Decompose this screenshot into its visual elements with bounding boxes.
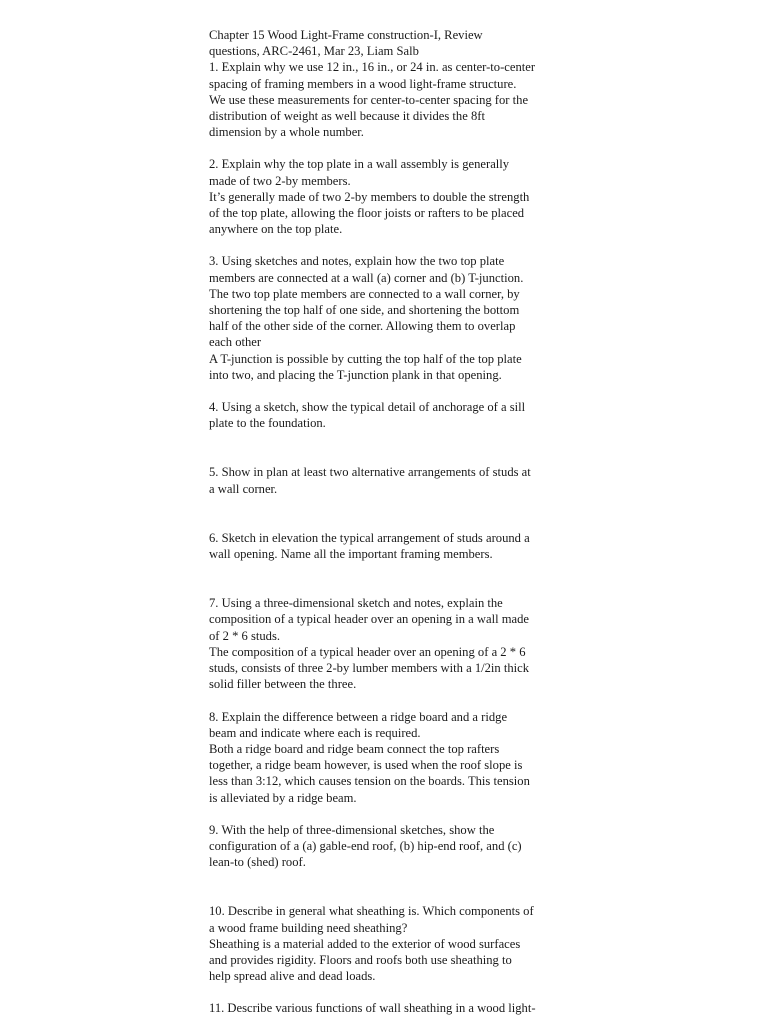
question-2 (209, 156, 569, 237)
text-line: is alleviated by a ridge beam. (209, 790, 357, 805)
text-line: 6. Sketch in elevation the typical arrangement of studs around a (209, 530, 530, 545)
text-line: 9. With the help of three-dimensional sketches, show the (209, 822, 495, 837)
question-9 (209, 822, 569, 871)
text-line: configuration of a (a) gable-end roof, (b) hip-end roof, and (c) (209, 838, 522, 853)
question-6 (209, 530, 569, 562)
text-line: 10. Describe in general what sheathing is. Which components of (209, 904, 534, 919)
text-line: spacing of framing members in a wood light-frame structure. (209, 76, 517, 91)
question-10 (209, 903, 569, 984)
header-line: Chapter 15 Wood Light-Frame construction-I, Review (209, 28, 483, 42)
text-line: of 2 * 6 studs. (209, 628, 281, 643)
text-line: The two top plate members are connected to a wall corner, by (209, 286, 520, 301)
text-line: dimension by a whole number. (209, 125, 364, 140)
text-line: 2. Explain why the top plate in a wall assembly is generally (209, 157, 510, 172)
text-line: less than 3:12, which causes tension on the boards. This tension (209, 774, 530, 789)
question-8 (209, 709, 569, 806)
document-header (209, 27, 569, 59)
text-line: each other (209, 335, 262, 350)
text-line: beam and indicate where each is required. (209, 725, 421, 740)
question-3 (209, 253, 569, 383)
text-line: together, a ridge beam however, is used when the roof slope is (209, 758, 523, 773)
text-line: 4. Using a sketch, show the typical detail of anchorage of a sill (209, 400, 526, 415)
text-line: plate to the foundation. (209, 416, 326, 431)
text-line: 7. Using a three-dimensional sketch and notes, explain the (209, 596, 503, 611)
question-11 (209, 1000, 569, 1016)
text-line: made of two 2-by members. (209, 173, 351, 188)
text-line: a wood frame building need sheathing? (209, 920, 408, 935)
text-line: 11. Describe various functions of wall sheathing in a wood light- (209, 1001, 536, 1016)
text-line: and provides rigidity. Floors and roofs both use sheathing to (209, 952, 512, 967)
document-page (209, 27, 569, 1017)
question-7 (209, 595, 569, 692)
question-4 (209, 399, 569, 431)
text-line: help spread alive and dead loads. (209, 969, 376, 984)
text-line: 5. Show in plan at least two alternative arrangements of studs at (209, 465, 531, 480)
question-5 (209, 464, 569, 496)
text-line: We use these measurements for center-to-center spacing for the (209, 92, 529, 107)
text-line: The composition of a typical header over an opening of a 2 * 6 (209, 644, 526, 659)
text-line: 3. Using sketches and notes, explain how the two top plate (209, 254, 505, 269)
text-line: into two, and placing the T-junction plank in that opening. (209, 367, 502, 382)
text-line: half of the other side of the corner. Allowing them to overlap (209, 319, 516, 334)
text-line: composition of a typical header over an opening in a wall made (209, 612, 529, 627)
text-line: solid filler between the three. (209, 677, 357, 692)
text-line: studs, consists of three 2-by lumber members with a 1/2in thick (209, 661, 530, 676)
text-line: a wall corner. (209, 481, 278, 496)
text-line: lean-to (shed) roof. (209, 855, 306, 870)
text-line: A T-junction is possible by cutting the top half of the top plate (209, 351, 522, 366)
text-line: of the top plate, allowing the floor joists or rafters to be placed (209, 206, 525, 221)
text-line: anywhere on the top plate. (209, 222, 343, 237)
text-line: distribution of weight as well because it divides the 8ft (209, 109, 485, 124)
text-line: Sheathing is a material added to the exterior of wood surfaces (209, 936, 521, 951)
header-line: questions, ARC-2461, Mar 23, Liam Salb (209, 44, 419, 59)
question-1 (209, 59, 569, 140)
text-line: Both a ridge board and ridge beam connect the top rafters (209, 741, 500, 756)
text-line: wall opening. Name all the important framing members. (209, 547, 493, 562)
text-line: shortening the top half of one side, and shortening the bottom (209, 303, 520, 318)
text-line: 8. Explain the difference between a ridge board and a ridge (209, 709, 508, 724)
text-line: 1. Explain why we use 12 in., 16 in., or 24 in. as center-to-center (209, 60, 536, 75)
text-line: members are connected at a wall (a) corner and (b) T-junction. (209, 270, 524, 285)
text-line: It’s generally made of two 2-by members to double the strength (209, 189, 530, 204)
